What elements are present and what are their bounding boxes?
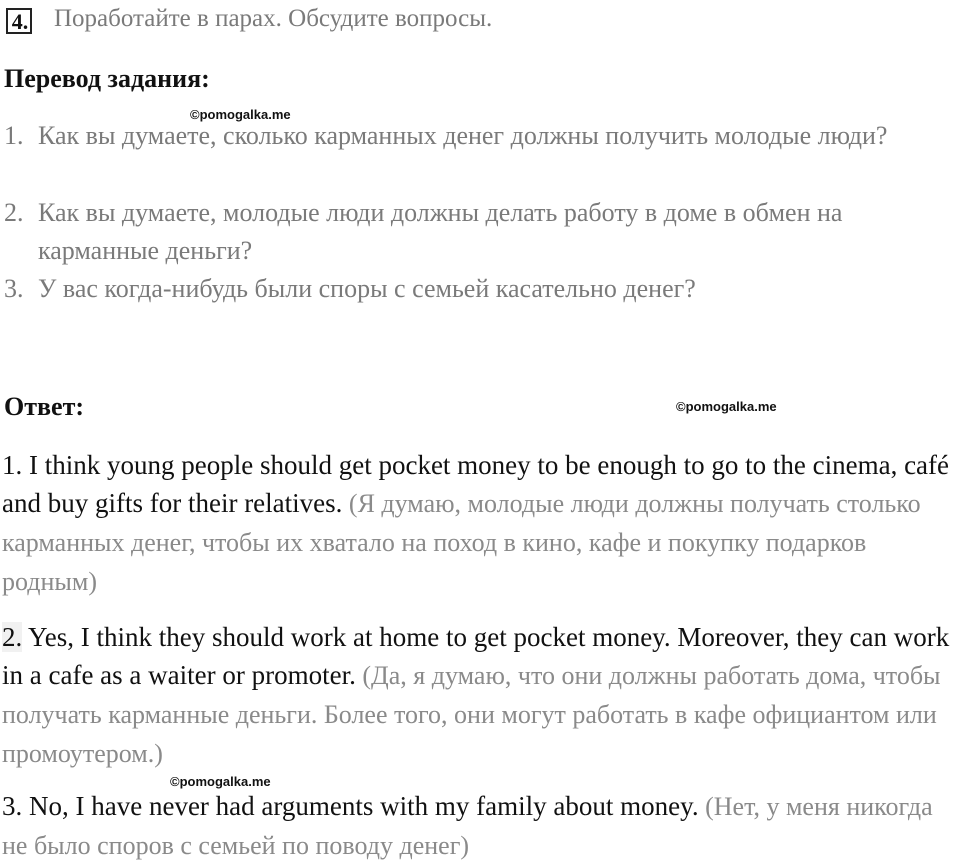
list-item-text: У вас когда-нибудь были споры с семьей касательно денег? <box>38 274 696 303</box>
answer-english: I think young people should get pocket money to be enough to go to the cinema, café and buy gifts for their relatives. <box>2 450 950 518</box>
translation-item-3 <box>4 270 934 308</box>
watermark: ©pomogalka.me <box>676 399 777 414</box>
answer-item-3 <box>2 787 960 865</box>
list-number: 1. <box>4 121 24 150</box>
answer-english: No, I have never had arguments with my family about money. <box>22 791 699 821</box>
task-instruction: Поработайте в парах. Обсудите вопросы. <box>54 5 493 32</box>
translation-item-2 <box>4 194 934 270</box>
list-item-text: Как вы думаете, молодые люди должны делать работу в доме в обмен на карманные деньги? <box>38 198 843 265</box>
list-number: 3. <box>4 274 24 303</box>
watermark: ©pomogalka.me <box>170 774 271 789</box>
answer-russian: (Нет, у меня никогда не было споров с семьей по поводу денег) <box>2 792 933 860</box>
watermark: ©pomogalka.me <box>190 107 291 122</box>
answer-russian: (Я думаю, молодые люди должны получать столько карманных денег, чтобы их хватало на поход в кино, кафе и покупку подарков родным) <box>2 489 921 596</box>
answer-number: 1. <box>2 450 23 480</box>
answer-russian: (Да, я думаю, что они должны работать дома, чтобы получать карманные деньги. Более того, они могут работать в кафе официантом или промоутером.) <box>2 661 941 768</box>
list-number: 2. <box>4 198 24 227</box>
answer-number: 3. <box>2 791 23 821</box>
answer-heading: Ответ: <box>4 392 85 421</box>
answer-item-1 <box>2 446 960 601</box>
answer-item-2 <box>2 618 960 773</box>
task-number: 4. <box>6 8 32 34</box>
answer-number: 2. <box>2 622 23 652</box>
answer-english: Yes, I think they should work at home to get pocket money. Moreover, they can work in a cafe as a waiter or promoter. <box>2 622 950 690</box>
translation-item-1 <box>4 117 934 155</box>
list-item-text: Как вы думаете, сколько карманных денег должны получить молодые люди? <box>38 121 888 150</box>
translation-heading: Перевод задания: <box>4 64 210 93</box>
